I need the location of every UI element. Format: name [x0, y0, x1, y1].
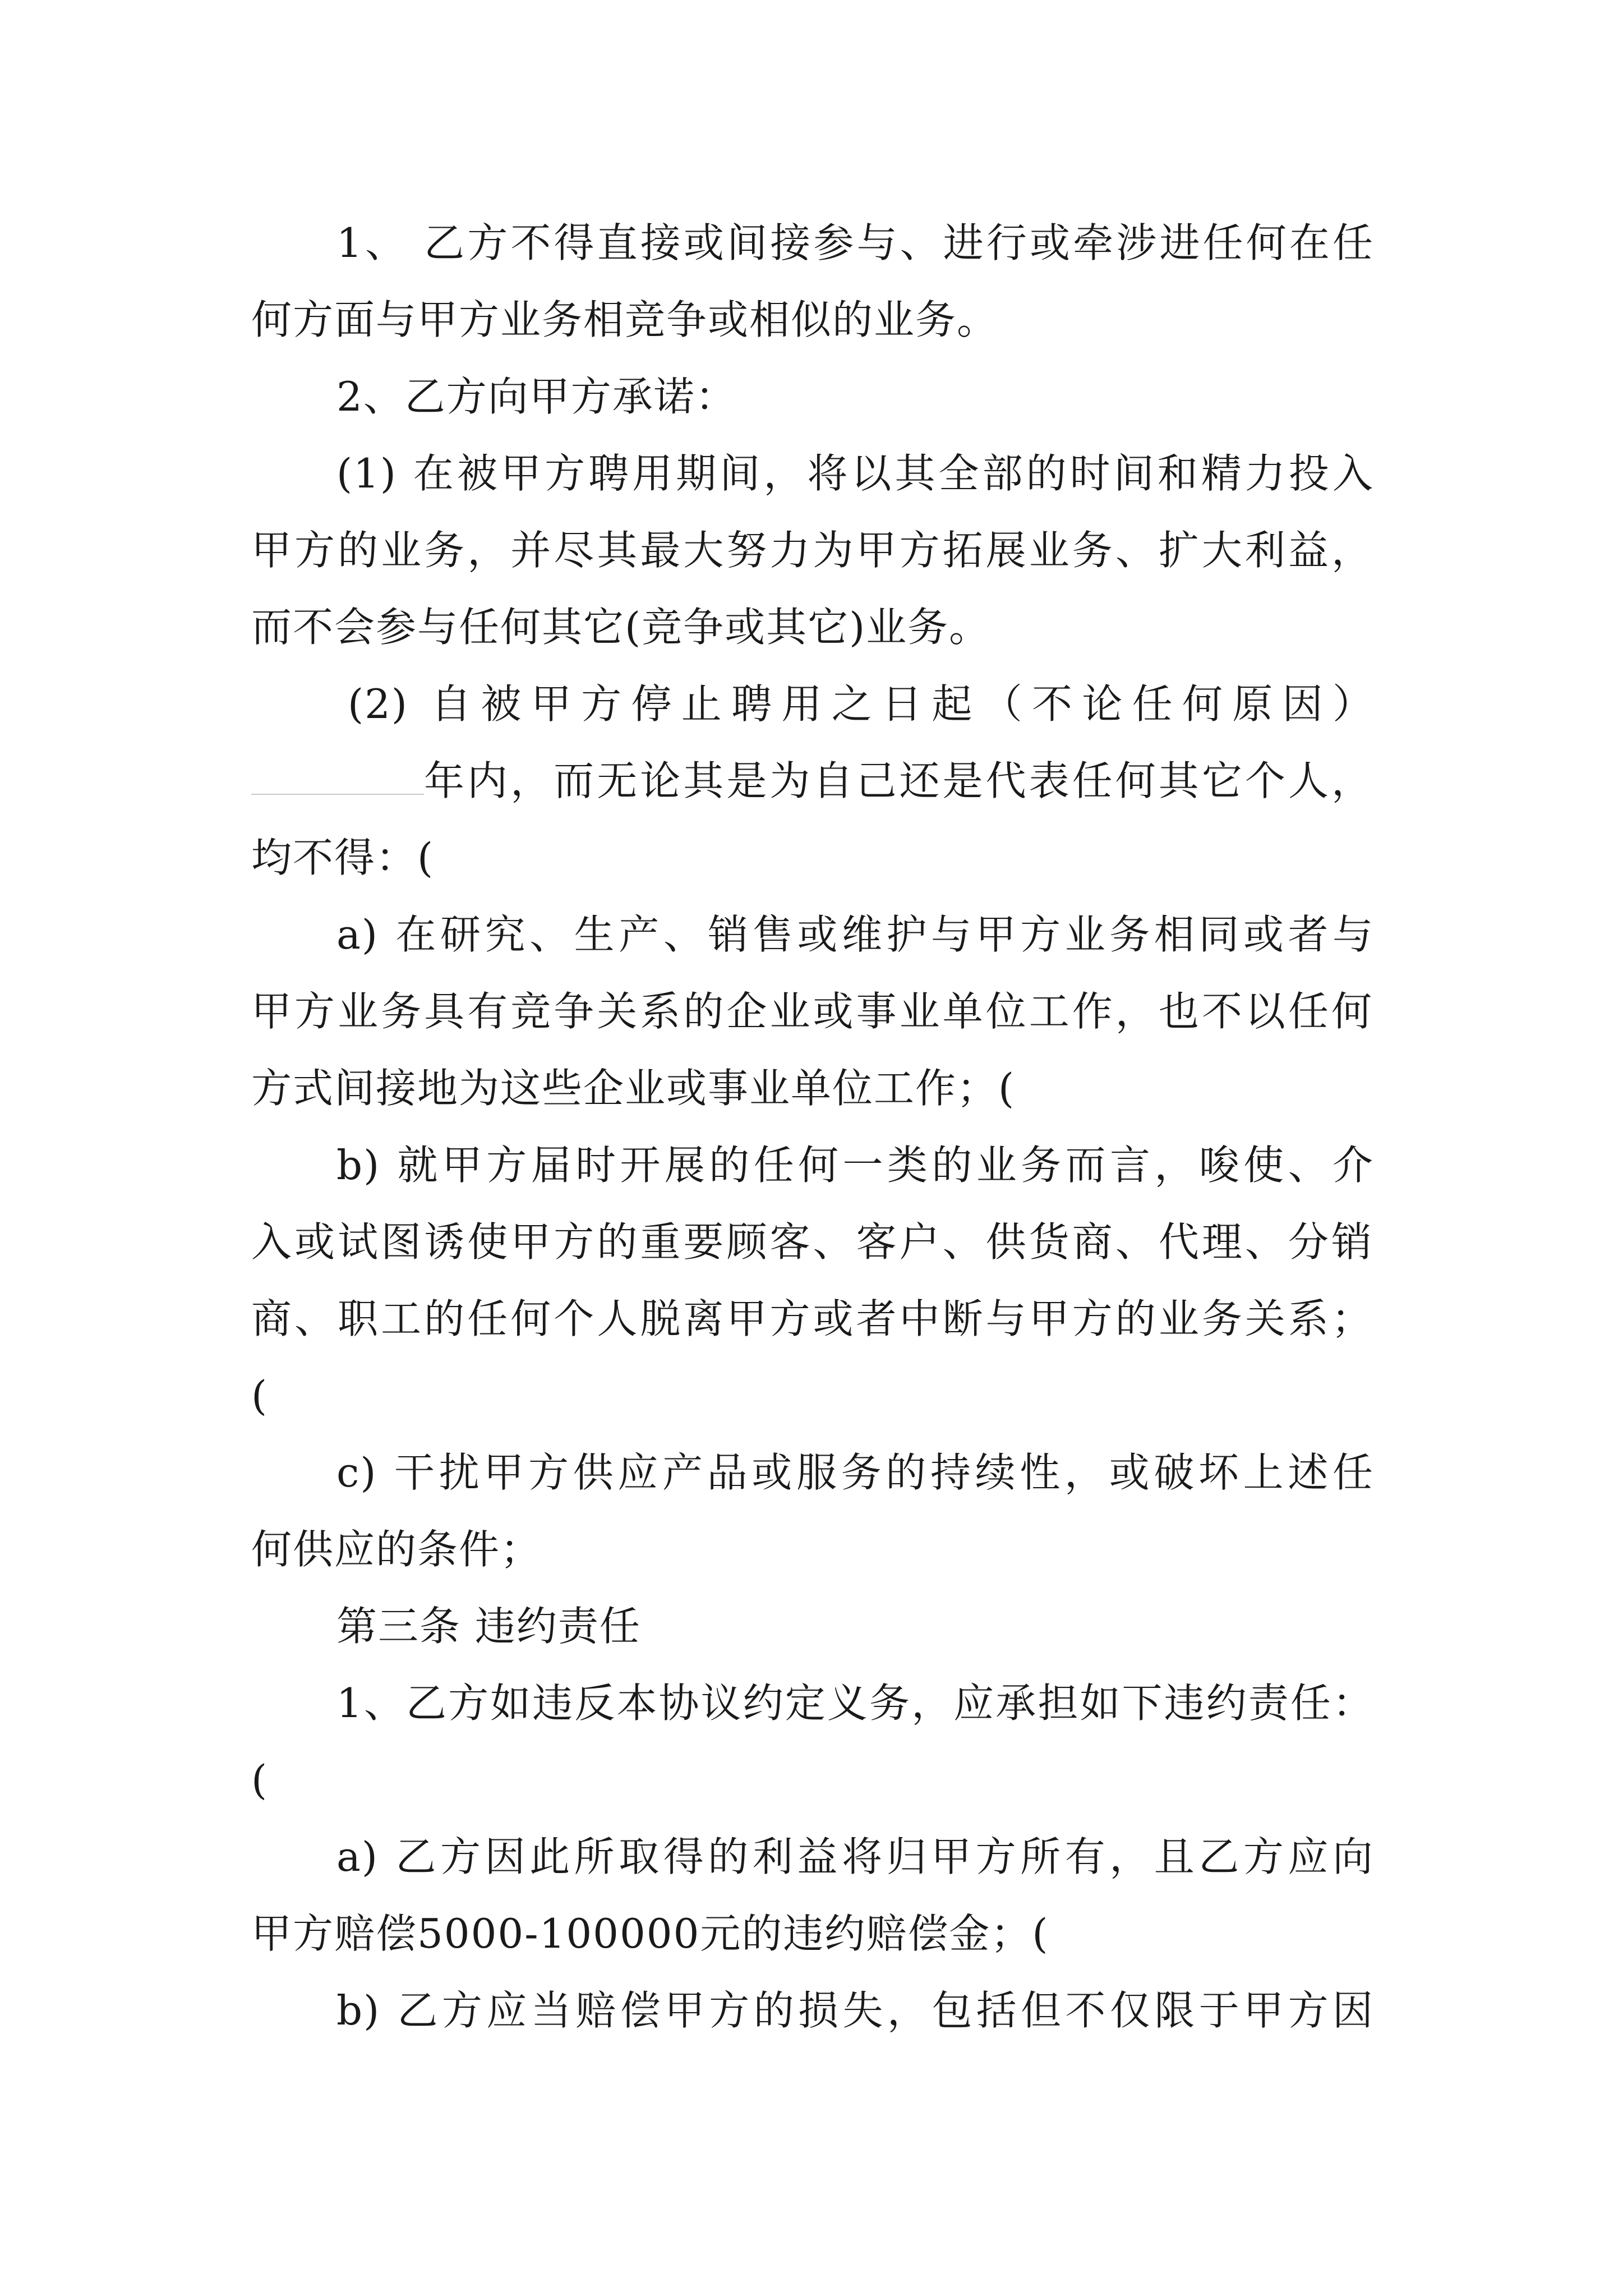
fill-in-blank[interactable]: [251, 760, 424, 795]
text-line: b) 就甲方届时开展的任何一类的业务而言，唆使、介: [336, 1142, 1374, 1189]
text-line: 甲方的业务，并尽其最大努力为甲方拓展业务、扩大利益，: [251, 527, 1373, 574]
text-line: 而不会参与任何其它(竞争或其它)业务。: [251, 604, 991, 651]
text-line: (2) 自被甲方停止聘用之日起（不论任何原因）: [348, 680, 1374, 728]
text-line: 入或试图诱使甲方的重要顾客、客户、供货商、代理、分销: [251, 1218, 1373, 1266]
text-line: 方式间接地为这些企业或事业单位工作；(: [251, 1065, 1016, 1112]
text-line: 1、乙方如违反本协议约定义务，应承担如下违约责任：: [336, 1680, 1374, 1727]
text-line: 何供应的条件；: [251, 1526, 542, 1573]
text-line-content: 年内，而无论其是为自己还是代表任何其它个人，: [424, 757, 1373, 804]
text-line: a) 乙方因此所取得的利益将归甲方所有，且乙方应向: [336, 1833, 1374, 1880]
text-line: (1) 在被甲方聘用期间，将以其全部的时间和精力投入: [336, 450, 1374, 497]
text-line: b) 乙方应当赔偿甲方的损失，包括但不仅限于甲方因: [336, 1987, 1374, 2034]
text-line: 甲方业务具有竞争关系的企业或事业单位工作，也不以任何: [251, 988, 1373, 1035]
text-line: [251, 753, 1373, 809]
text-line: 商、职工的任何个人脱离甲方或者中断与甲方的业务关系；: [251, 1295, 1373, 1342]
text-line: 均不得：(: [251, 834, 435, 881]
text-line: 何方面与甲方业务相竞争或相似的业务。: [251, 296, 999, 343]
section-heading: 第三条 违约责任: [336, 1603, 641, 1650]
text-line: c) 干扰甲方供应产品或服务的持续性，或破坏上述任: [336, 1449, 1374, 1496]
text-line: 甲方赔偿5000-100000元的违约赔偿金；(: [251, 1910, 1049, 1957]
text-line: (: [251, 1756, 269, 1803]
text-line: a) 在研究、生产、销售或维护与甲方业务相同或者与: [336, 911, 1374, 958]
text-line: 1、 乙方不得直接或间接参与、进行或牵涉进任何在任: [336, 219, 1374, 266]
text-line: 2、乙方向甲方承诺：: [336, 373, 737, 420]
text-line: (: [251, 1372, 269, 1419]
